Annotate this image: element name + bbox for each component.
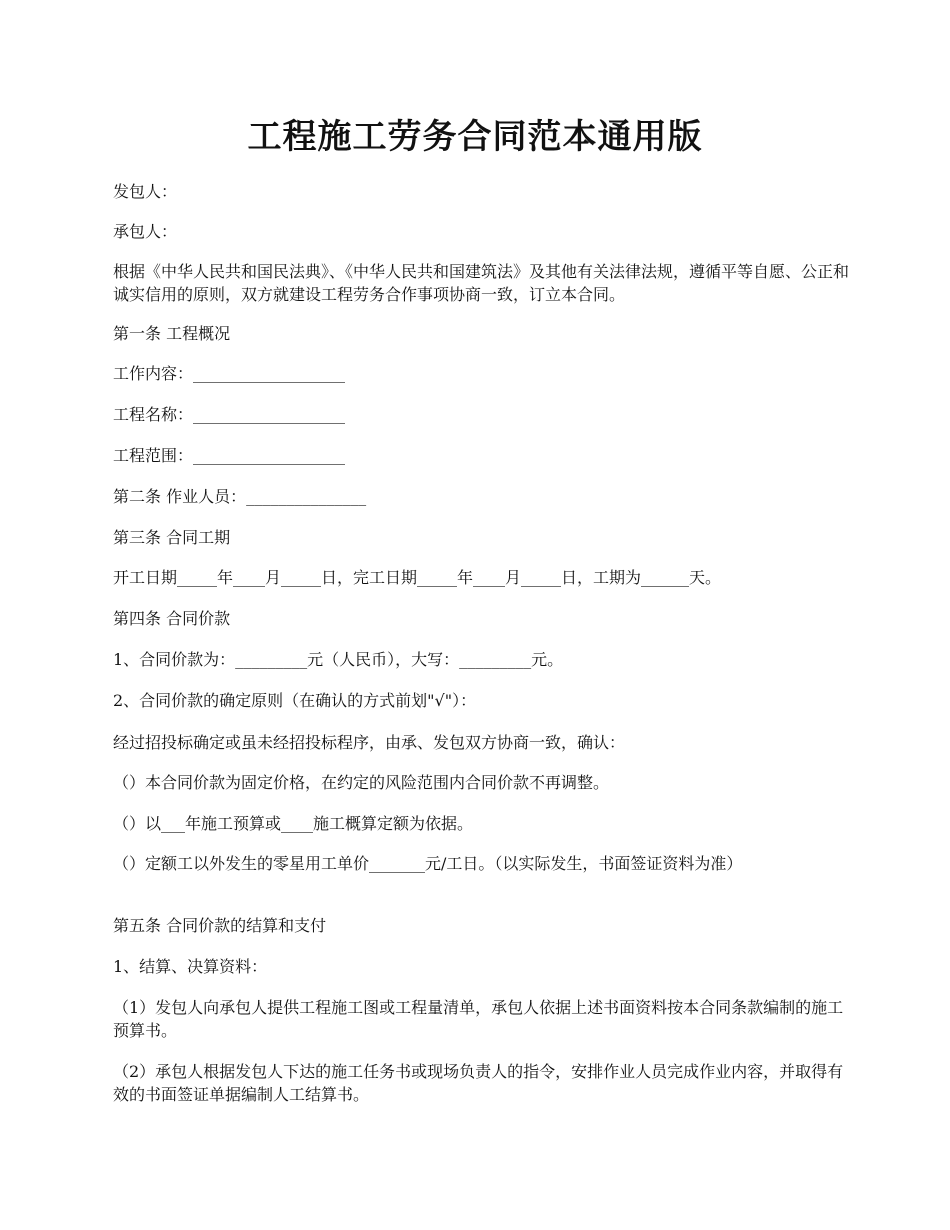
contract-price-line: 1、合同价款为：_________元（人民币），大写：_________元。 xyxy=(113,650,564,669)
construction-period-line: 开工日期_____年____月_____日，完工日期_____年____月_____日，工期为______天。 xyxy=(113,568,722,587)
project-name-line: 工程名称：___________________ xyxy=(113,405,346,424)
article-5-heading: 第五条 合同价款的结算和支付 xyxy=(113,916,327,935)
party-a-line: 发包人： xyxy=(113,182,178,201)
article-2-line: 第二条 作业人员：_______________ xyxy=(113,487,367,506)
document-title: 工程施工劳务合同范本通用版 xyxy=(247,117,703,157)
settlement-materials-line: 1、结算、决算资料： xyxy=(113,957,268,976)
article-4-heading: 第四条 合同价款 xyxy=(113,609,231,628)
option-daily-rate: （）定额工以外发生的零星用工单价_______元/工日。（以实际发生，书面签证资料为准） xyxy=(113,854,743,873)
price-principle-line: 2、合同价款的确定原则（在确认的方式前划"√"）： xyxy=(113,691,477,710)
bidding-confirmation-line: 经过招投标确定或虽未经招投标程序，由承、发包双方协商一致，确认： xyxy=(113,733,626,752)
project-scope-line: 工程范围：___________________ xyxy=(113,446,346,465)
preamble-paragraph: 根据《中华人民共和国民法典》、《中华人民共和国建筑法》及其他有关法律法规，遵循平等自愿、公正和诚实信用的原则，双方就建设工程劳务合作事项协商一致，订立本合同。 xyxy=(113,262,850,304)
article-3-heading: 第三条 合同工期 xyxy=(113,528,231,547)
article-1-heading: 第一条 工程概况 xyxy=(113,324,231,343)
work-content-line: 工作内容：___________________ xyxy=(113,364,346,383)
party-b-line: 承包人： xyxy=(113,222,178,241)
settlement-item-1: （1）发包人向承包人提供工程施工图或工程量清单，承包人依据上述书面资料按本合同条款编制的施工预算书。 xyxy=(113,998,844,1040)
settlement-item-2: （2）承包人根据发包人下达的施工任务书或现场负责人的指令，安排作业人员完成作业内容，并取得有效的书面签证单据编制人工结算书。 xyxy=(113,1062,844,1104)
option-budget-basis: （）以___年施工预算或____施工概算定额为依据。 xyxy=(113,814,474,833)
option-fixed-price: （）本合同价款为固定价格，在约定的风险范围内合同价款不再调整。 xyxy=(113,773,610,792)
